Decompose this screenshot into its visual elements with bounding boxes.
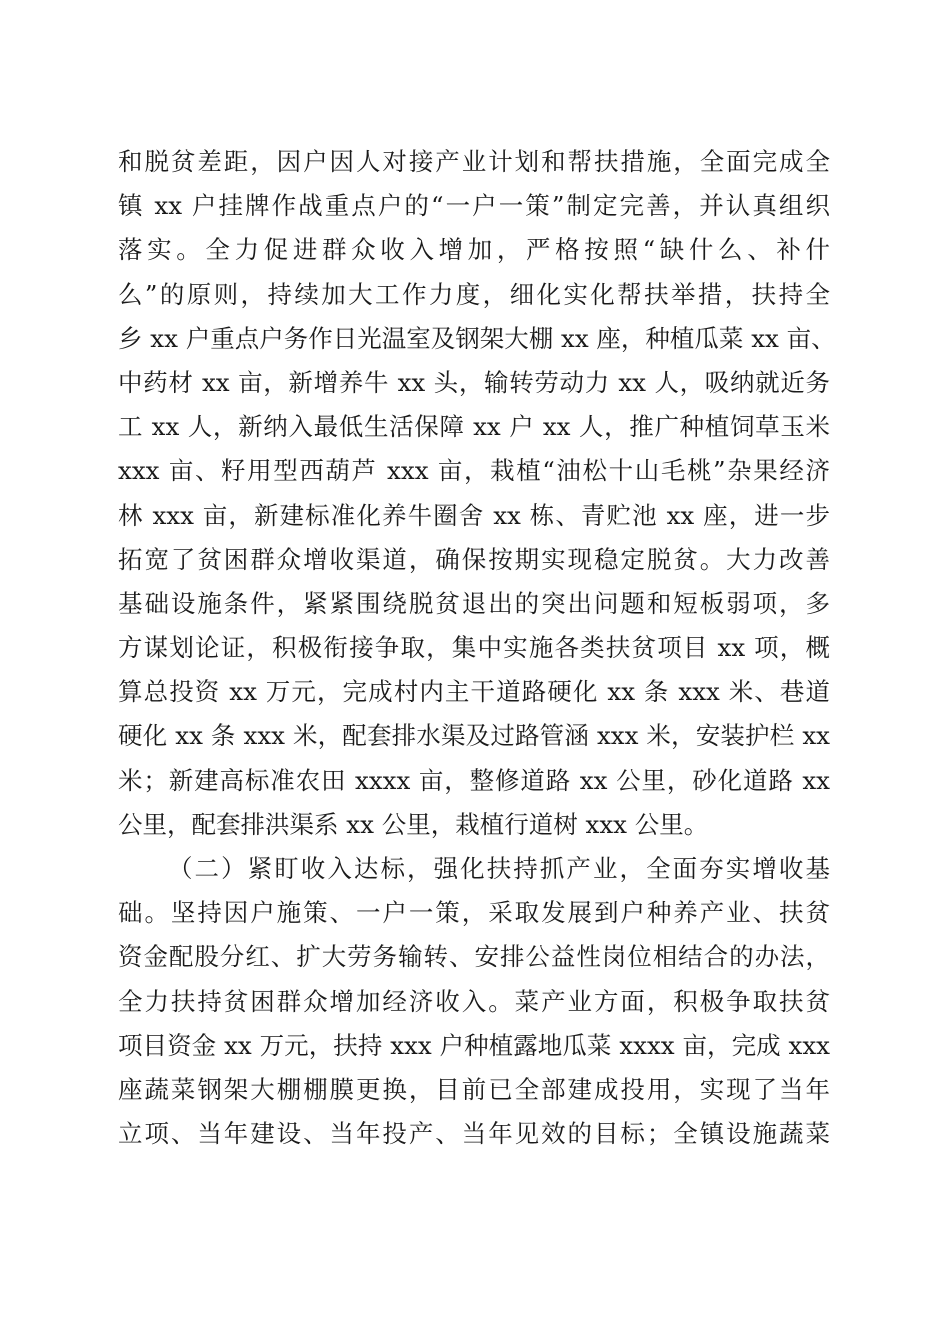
text-line: 方谋划论证，积极衔接争取，集中实施各类扶贫项目 xx 项，概: [118, 633, 830, 663]
text-line: 林 xxx 亩，新建标准化养牛圈舍 xx 栋、青贮池 xx 座，进一步: [118, 500, 830, 530]
text-line: 项目资金 xx 万元，扶持 xxx 户种植露地瓜菜 xxxx 亩，完成 xxx: [118, 1030, 830, 1060]
text-line: 工 xx 人，新纳入最低生活保障 xx 户 xx 人，推广种植饲草玉米: [118, 412, 830, 442]
text-line: 基础设施条件，紧紧围绕脱贫退出的突出问题和短板弱项，多: [118, 588, 830, 618]
text-line: 立项、当年建设、当年投产、当年见效的目标；全镇设施蔬菜: [118, 1119, 830, 1149]
text-line: 硬化 xx 条 xxx 米，配套排水渠及过路管涵 xxx 米，安装护栏 xx: [118, 721, 830, 751]
text-line: 础。坚持因户施策、一户一策，采取发展到户种养产业、扶贫: [118, 898, 830, 928]
section-heading-line: （二）紧盯收入达标，强化扶持抓产业，全面夯实增收基: [168, 854, 830, 883]
text-line: 镇 xx 户挂牌作战重点户的“一户一策”制定完善，并认真组织: [118, 191, 830, 221]
text-line: 中药材 xx 亩，新增养牛 xx 头，输转劳动力 xx 人，吸纳就近务: [118, 367, 830, 397]
paragraph-2: [118, 847, 830, 1156]
text-line: 米；新建高标准农田 xxxx 亩，整修道路 xx 公里，砂化道路 xx: [118, 765, 830, 795]
text-line: xxx 亩、籽用型西葫芦 xxx 亩，栽植“油松十山毛桃”杂果经济: [118, 456, 830, 486]
text-line: 落实。全力促进群众收入增加，严格按照“缺什么、补什: [118, 235, 830, 265]
text-line: 算总投资 xx 万元，完成村内主干道路硬化 xx 条 xxx 米、巷道: [118, 677, 830, 707]
paragraph-1: [118, 140, 836, 847]
document-body: [118, 140, 836, 1156]
text-line: 么”的原则，持续加大工作力度，细化实化帮扶举措，扶持全: [118, 279, 830, 309]
text-line: 资金配股分红、扩大劳务输转、安排公益性岗位相结合的办法，: [118, 942, 830, 972]
text-line: 和脱贫差距，因户因人对接产业计划和帮扶措施，全面完成全: [118, 147, 830, 176]
text-line: 乡 xx 户重点户务作日光温室及钢架大棚 xx 座，种植瓜菜 xx 亩、: [118, 323, 836, 353]
text-line: 拓宽了贫困群众增收渠道，确保按期实现稳定脱贫。大力改善: [118, 544, 830, 574]
text-line: 座蔬菜钢架大棚棚膜更换，目前已全部建成投用，实现了当年: [118, 1074, 830, 1104]
text-line: 公里，配套排洪渠系 xx 公里，栽植行道树 xxx 公里。: [118, 809, 709, 839]
text-line: 全力扶持贫困群众增加经济收入。菜产业方面，积极争取扶贫: [118, 986, 830, 1016]
